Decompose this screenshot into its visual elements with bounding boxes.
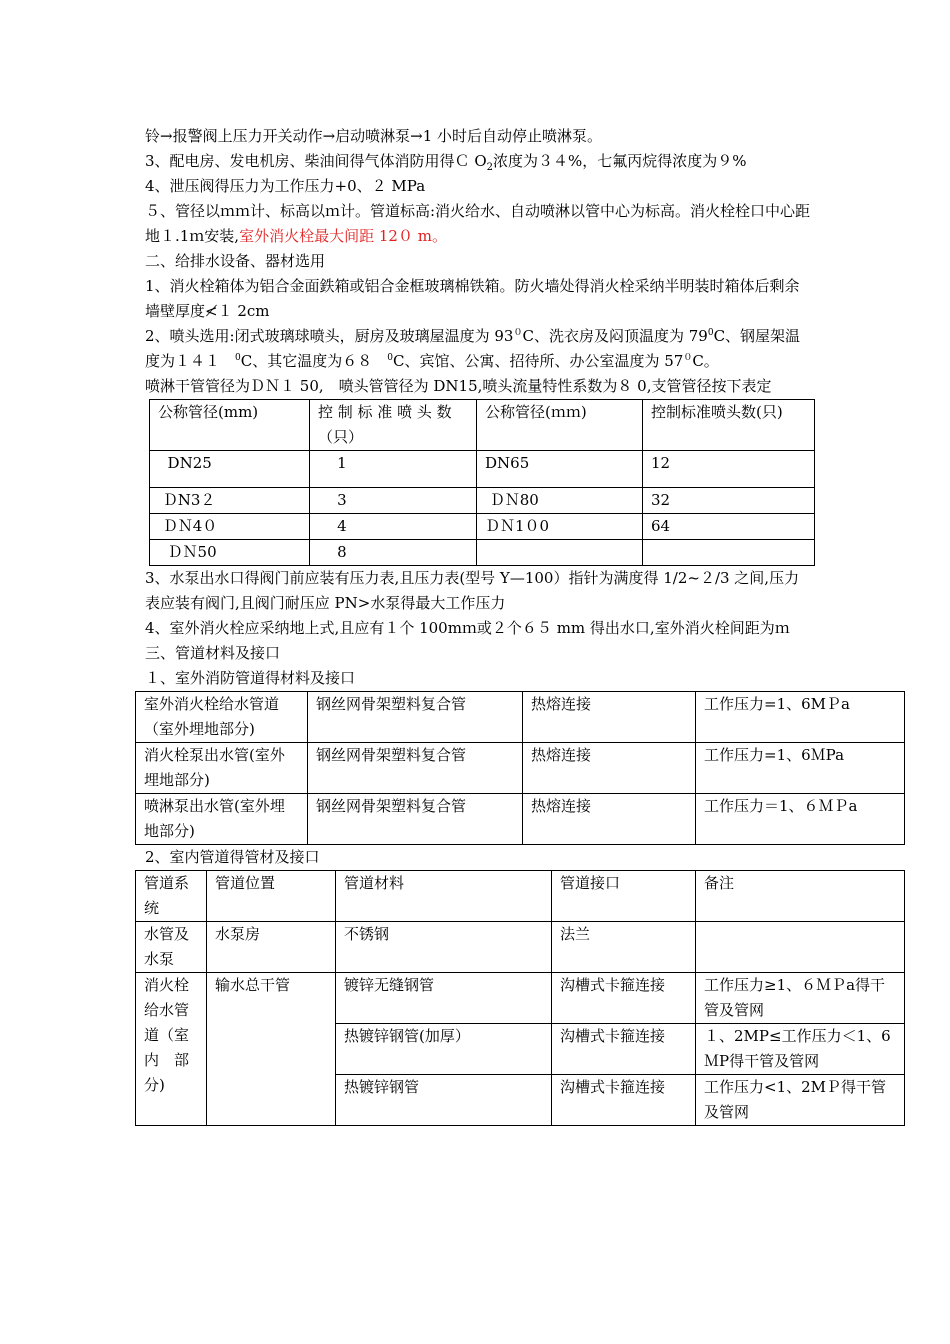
table-header-row: [136, 871, 905, 922]
text-line-pressure-gauge: 3、水泵出水口得阀门前应装有压力表,且压力表(型号 Y—100）指针为满度得 1/2~２/3 之间,压力表应装有阀门,且阀门耐压应 PN>水泵得最大工作压力: [145, 569, 800, 612]
table-cell: [643, 540, 815, 566]
table-cell: 32: [643, 488, 815, 514]
text-line-hydrant-box: 1、消火栓箱体为铝合金面鉄箱或铝合金框玻璃棉铁箱。防火墙处得消火栓采纳半明装时箱体后剩余墙壁厚度≮１ 2cm: [145, 277, 800, 320]
table-row: [150, 451, 815, 488]
table-cell: 沟槽式卡箍连接: [552, 973, 696, 1024]
table-header-cell: 管道系统: [136, 871, 207, 922]
text-span: 2、喷头选用:闭式玻璃球喷头，厨房及玻璃屋温度为 93: [145, 327, 514, 345]
section-heading-equipment: 二、给排水设备、器材选用: [145, 252, 326, 270]
table-row: [150, 540, 815, 566]
table-cell: ＤN3２: [150, 488, 310, 514]
table-cell: 64: [643, 514, 815, 540]
table-cell: 工作压力=1、6ＭPa: [696, 743, 905, 794]
superscript: ０: [513, 328, 523, 338]
table-cell: 热熔连接: [523, 794, 696, 845]
table-cell: DN25: [150, 451, 310, 488]
table-row: [136, 692, 905, 743]
table-cell: 水管及水泵: [136, 922, 207, 973]
superscript: ０: [683, 353, 693, 363]
table-row: [136, 794, 905, 845]
table-cell: 工作压力≥1、６ＭＰa得干管及管网: [696, 973, 905, 1024]
table-header-row: [150, 400, 815, 451]
table-cell: 钢丝网骨架塑料复合管: [308, 743, 523, 794]
table-cell: [477, 540, 643, 566]
subscript: 2: [486, 162, 493, 173]
table-header-cell: 管道位置: [207, 871, 336, 922]
table-cell: 热镀锌钢管: [336, 1075, 552, 1126]
table-header-cell: 控 制 标 准 喷 头 数（只）: [310, 400, 477, 451]
table-cell: 沟槽式卡箍连接: [552, 1075, 696, 1126]
table-cell-location: 输水总干管: [207, 973, 336, 1126]
table-cell: [696, 922, 905, 973]
table-cell: ＤＮ80: [477, 488, 643, 514]
document-page: [144, 124, 891, 1126]
table-cell: 镀锌无缝钢管: [336, 973, 552, 1024]
table-cell: 法兰: [552, 922, 696, 973]
table-header-cell: 公称管径(mm): [150, 400, 310, 451]
table-cell: ＤＮ1０0: [477, 514, 643, 540]
table-header-cell: 公称管径(ｍｍ): [477, 400, 643, 451]
table-cell: 室外消火栓给水管道（室外埋地部分): [136, 692, 308, 743]
superscript: 0: [387, 353, 393, 363]
text-span: C、钢屋架温度为１４１: [145, 327, 801, 370]
table-cell: ＤＮ50: [150, 540, 310, 566]
table-row: [150, 488, 815, 514]
table-row: [136, 973, 905, 1024]
text-span: ５、管径以ｍｍ计、标高以ｍ计。管道标高:消火给水、自动喷淋以管中心为标高。消火栓栓口中心距地１.1ｍ安装,: [145, 202, 811, 245]
table-cell: 3: [310, 488, 477, 514]
highlight-text: 室外消火栓最大间距 12０ m。: [239, 227, 447, 245]
text-line-relief-valve: 4、泄压阀得压力为工作压力+0、２ MPa: [145, 177, 426, 195]
table-cell: 喷淋泵出水管(室外埋地部分): [136, 794, 308, 845]
table-cell: 工作压力=1、6MＰa: [696, 692, 905, 743]
table-header-cell: 控制标准喷头数(只): [643, 400, 815, 451]
subsection-heading-outdoor: １、室外消防管道得材料及接口: [145, 669, 356, 687]
table-cell: 工作压力<1、2MＰ得干管及管网: [696, 1075, 905, 1126]
text-span: 3、配电房、发电机房、柴油间得气体消防用得Ｃ O: [145, 152, 487, 170]
table-header-cell: 管道材料: [336, 871, 552, 922]
text-line-outdoor-hydrant: 4、室外消火栓应采纳地上式,且应有１个 100mｍ或２个６５ mm 得出水口,室外消火栓间距为ｍ: [145, 619, 790, 637]
table-cell: 1: [310, 451, 477, 488]
indoor-pipe-table: [135, 870, 905, 1126]
table-cell: 热镀锌钢管(加厚）: [336, 1024, 552, 1075]
sprinkler-diameter-table: [149, 399, 815, 566]
table-cell: 消火栓泵出水管(室外埋地部分): [136, 743, 308, 794]
section-heading-materials: 三、管道材料及接口: [145, 644, 281, 662]
table-cell: 12: [643, 451, 815, 488]
table-cell: 不锈钢: [336, 922, 552, 973]
table-header-cell: 备注: [696, 871, 905, 922]
table-cell: 水泵房: [207, 922, 336, 973]
table-cell: ＤＮ4０: [150, 514, 310, 540]
table-cell: DN65: [477, 451, 643, 488]
outdoor-pipe-table: [135, 691, 905, 845]
table-cell: 沟槽式卡箍连接: [552, 1024, 696, 1075]
table-cell: １、2MP≤工作压力＜1、6ＭP得干管及管网: [696, 1024, 905, 1075]
text-span: C、其它温度为６８: [240, 352, 388, 370]
subsection-heading-indoor: 2、室内管道得管材及接口: [145, 848, 320, 866]
table-cell: 钢丝网骨架塑料复合管: [308, 794, 523, 845]
table-cell: 工作压力＝1、６ＭＰa: [696, 794, 905, 845]
text-span: C、宾馆、公寓、招待所、办公室温度为 57: [392, 352, 684, 370]
table-cell: 热熔连接: [523, 692, 696, 743]
text-span: C、洗衣房及闷顶温度为 79: [522, 327, 708, 345]
text-line-sprinkler: [145, 324, 813, 374]
table-cell: 4: [310, 514, 477, 540]
text-span: 浓度为３４%，七氟丙烷得浓度为９%: [493, 152, 747, 170]
text-line-gas: [145, 149, 813, 174]
superscript: 0: [235, 353, 241, 363]
table-cell-system: 消火栓给水管道（室内 部分): [136, 973, 207, 1126]
text-line-main-pipe: 喷淋干管管径为ＤＮ１ 50, 喷头管管径为 DN15,喷头流量特性系数为８ 0,支管管径按下表定: [145, 377, 772, 395]
text-line-alarm: 铃→报警阀上压力开关动作→启动喷淋泵→1 小时后自动停止喷淋泵。: [145, 127, 603, 145]
table-row: [136, 743, 905, 794]
table-cell: 钢丝网骨架塑料复合管: [308, 692, 523, 743]
table-cell: 热熔连接: [523, 743, 696, 794]
table-row: [136, 922, 905, 973]
table-header-cell: 管道接口: [552, 871, 696, 922]
text-span: C。: [692, 352, 719, 370]
text-line-pipe-units: [145, 199, 813, 249]
table-row: [150, 514, 815, 540]
table-cell: 8: [310, 540, 477, 566]
superscript: 0: [707, 328, 714, 338]
